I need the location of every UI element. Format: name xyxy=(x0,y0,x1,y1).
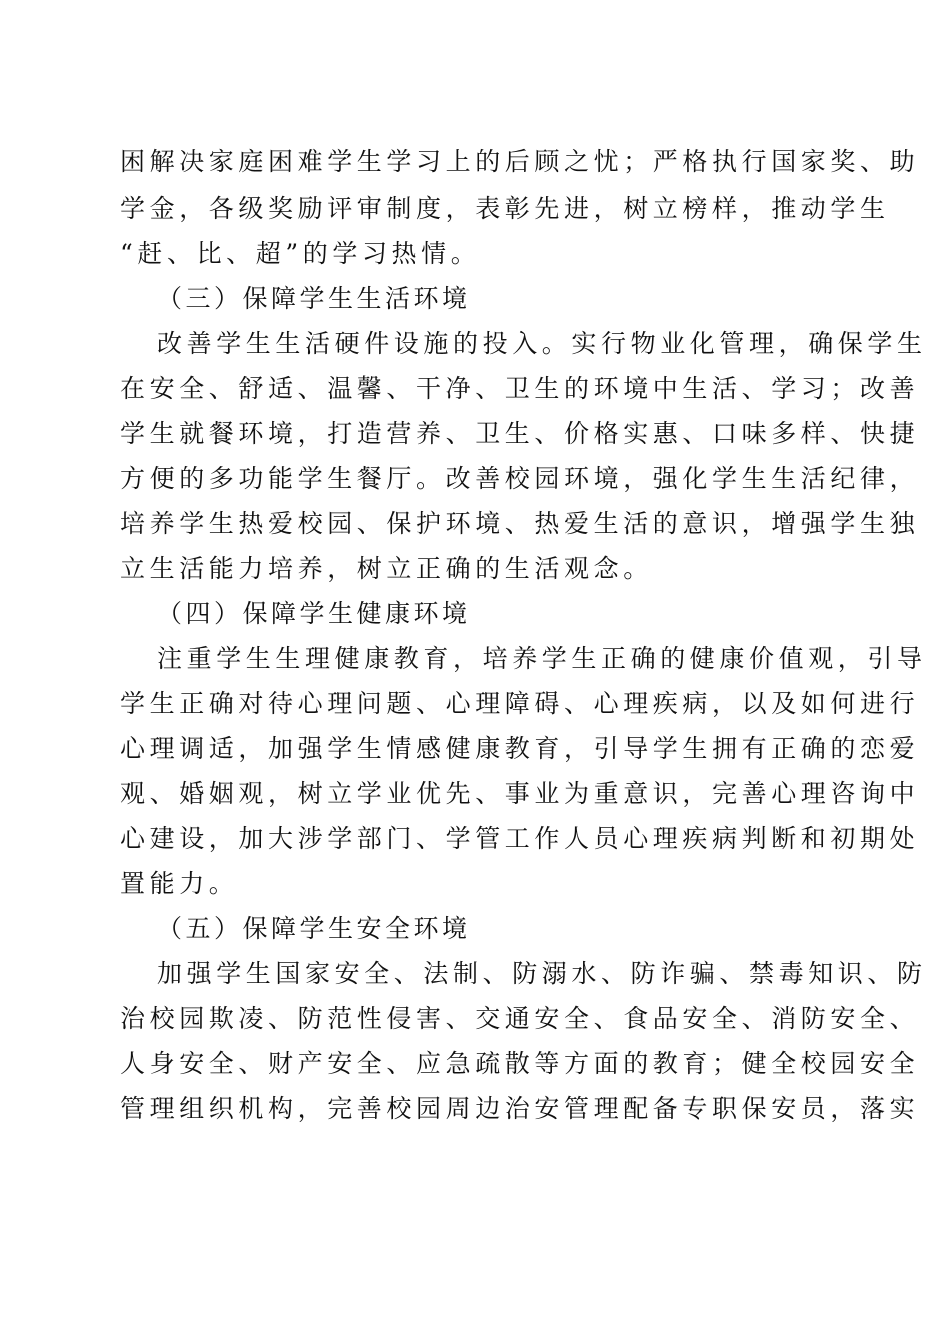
paragraph-line: 学生就餐环境，打造营养、卫生、价格实惠、口味多样、快捷 xyxy=(120,419,920,448)
paragraph-line: 心建设，加大涉学部门、学管工作人员心理疾病判断和初期处 xyxy=(120,824,920,853)
paragraph-line: 改善学生生活硬件设施的投入。实行物业化管理，确保学生 xyxy=(157,329,927,358)
paragraph-line: 治校园欺凌、防范性侵害、交通安全、食品安全、消防安全、 xyxy=(120,1004,920,1033)
paragraph-line: 培养学生热爱校园、保护环境、热爱生活的意识，增强学生独 xyxy=(120,509,920,538)
paragraph-line: 学生正确对待心理问题、心理障碍、心理疾病，以及如何进行 xyxy=(120,689,920,718)
paragraph-line: 心理调适，加强学生情感健康教育，引导学生拥有正确的恋爱 xyxy=(120,734,920,763)
section-heading-4: （四）保障学生健康环境 xyxy=(157,599,471,628)
paragraph-line: 管理组织机构，完善校园周边治安管理配备专职保安员，落实 xyxy=(120,1094,920,1123)
paragraph-line: 观、婚姻观，树立学业优先、事业为重意识，完善心理咨询中 xyxy=(120,779,920,808)
paragraph-line: 立生活能力培养，树立正确的生活观念。 xyxy=(120,554,653,583)
paragraph-line: 注重学生生理健康教育，培养学生正确的健康价值观，引导 xyxy=(157,644,927,673)
paragraph-line: 学金，各级奖励评审制度，表彰先进，树立榜样，推动学生 xyxy=(120,194,890,223)
paragraph-line: 方便的多功能学生餐厅。改善校园环境，强化学生生活纪律， xyxy=(120,464,920,493)
paragraph-line: 人身安全、财产安全、应急疏散等方面的教育；健全校园安全 xyxy=(120,1049,920,1078)
paragraph-line: 在安全、舒适、温馨、干净、卫生的环境中生活、学习；改善 xyxy=(120,374,920,403)
paragraph-line: “赶、比、超”的学习热情。 xyxy=(120,239,481,268)
paragraph-line: 加强学生国家安全、法制、防溺水、防诈骗、禁毒知识、防 xyxy=(157,959,927,988)
section-heading-3: （三）保障学生生活环境 xyxy=(157,284,471,313)
section-heading-5: （五）保障学生安全环境 xyxy=(157,914,471,943)
paragraph-line: 困解决家庭困难学生学习上的后顾之忧；严格执行国家奖、助 xyxy=(120,147,920,176)
paragraph-line: 置能力。 xyxy=(120,869,239,898)
